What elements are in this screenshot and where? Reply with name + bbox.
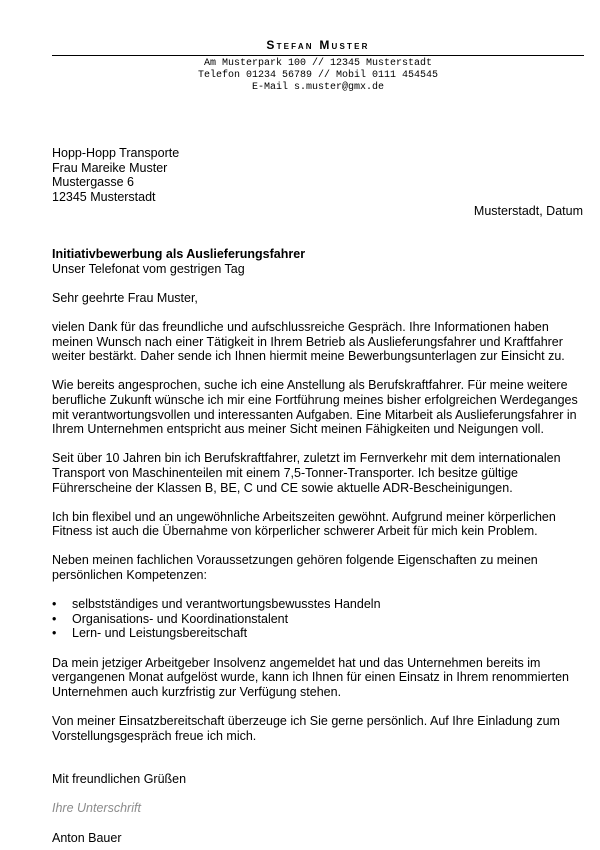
subject-line: Initiativbewerbung als Auslieferungsfahrer [52, 247, 306, 261]
letterhead [52, 38, 584, 94]
paragraph-flexibility: Ich bin flexibel und an ungewöhnliche Arbeitszeiten gewöhnt. Aufgrund meiner körperlichen Fitness ist auch die Übernahme von körperlicher schwerer Arbeit für mich kein Problem. [52, 509, 556, 539]
bullet-icon: • [52, 611, 57, 626]
sender-phone: Telefon 01234 56789 // Mobil 0111 454545 [197, 70, 439, 81]
sender-name: Stefan Muster [266, 38, 370, 52]
paragraph-invitation: Von meiner Einsatzbereitschaft überzeuge ich Sie gerne persönlich. Auf Ihre Einladung zum Vorstellungsgespräch freue ich mich. [52, 714, 560, 743]
paragraph-competencies-intro: Neben meinen fachlichen Voraussetzungen gehören folgende Eigenschaften zu meinen persönlichen Kompetenzen: [52, 553, 538, 583]
letter-date: Musterstadt, Datum [473, 204, 583, 218]
list-item-text: Lern- und Leistungsbereitschaft [72, 626, 248, 641]
list-item-text: Organisations- und Koordinationstalent [72, 611, 289, 626]
paragraph-availability: Da mein jetziger Arbeitgeber Insolvenz angemeldet hat und das Unternehmen bereits im vergangenen Monat aufgelöst wurde, kann ich Ihnen für einen Einsatz in Ihrem renommierten Unternehmen auch kurzfristig zur Verfügung stehen. [52, 655, 569, 699]
reference-line: Unser Telefonat vom gestrigen Tag [52, 261, 245, 276]
bullet-icon: • [52, 626, 57, 641]
recipient-person: Frau Mareike Muster [52, 160, 168, 175]
paragraph-thanks: vielen Dank für das freundliche und aufschlussreiche Gespräch. Ihre Informationen haben meinen Wunsch nach einer Tätigkeit in Ihrem Betrieb als Auslieferungsfahrer und Kraftfahrer weiter bestärkt. Daher sende ich Ihnen hiermit meine Bewerbungsunterlagen zur Einsicht zu. [52, 319, 565, 364]
signer-name: Anton Bauer [52, 830, 122, 845]
competency-list [52, 597, 592, 641]
letterhead-divider [52, 55, 584, 56]
list-item [52, 597, 592, 612]
recipient-address [52, 146, 179, 204]
salutation: Sehr geehrte Frau Muster, [52, 290, 198, 305]
recipient-company: Hopp-Hopp Transporte [52, 146, 180, 160]
list-item [52, 626, 592, 641]
sign-off: Mit freundlichen Grüßen [52, 772, 187, 787]
bullet-icon: • [52, 597, 57, 612]
sender-email: E-Mail s.muster@gmx.de [251, 82, 385, 93]
paragraph-motivation: Wie bereits angesprochen, suche ich eine Anstellung als Berufskraftfahrer. Für meine weitere berufliche Zukunft wünsche ich mir eine Fortführung meines bisher erfolgreichen Werdeganges mit verantwortungsvollen und interessanten Aufgaben. Eine Mitarbeit als Auslieferungsfahrer in Ihrem Unternehmen entspricht aus meiner Sicht meinen Fähigkeiten und Neigungen voll. [52, 378, 578, 437]
signature-placeholder: Ihre Unterschrift [52, 801, 141, 816]
recipient-city: 12345 Musterstadt [52, 189, 156, 204]
letter-body [52, 247, 592, 845]
list-item-text: selbstständiges und verantwortungsbewusstes Handeln [72, 597, 381, 612]
list-item [52, 612, 592, 627]
sender-address: Am Musterpark 100 // 12345 Musterstadt [203, 58, 433, 69]
recipient-street: Mustergasse 6 [52, 175, 134, 190]
paragraph-experience: Seit über 10 Jahren bin ich Berufskraftfahrer, zuletzt im Fernverkehr mit dem internationalen Transport von Maschinenteilen mit einem 7,5-Tonner-Transporter. Ich besitze gültige Führerscheine der Klassen B, BE, C und CE sowie aktuelle ADR-Bescheinigungen. [52, 451, 561, 495]
